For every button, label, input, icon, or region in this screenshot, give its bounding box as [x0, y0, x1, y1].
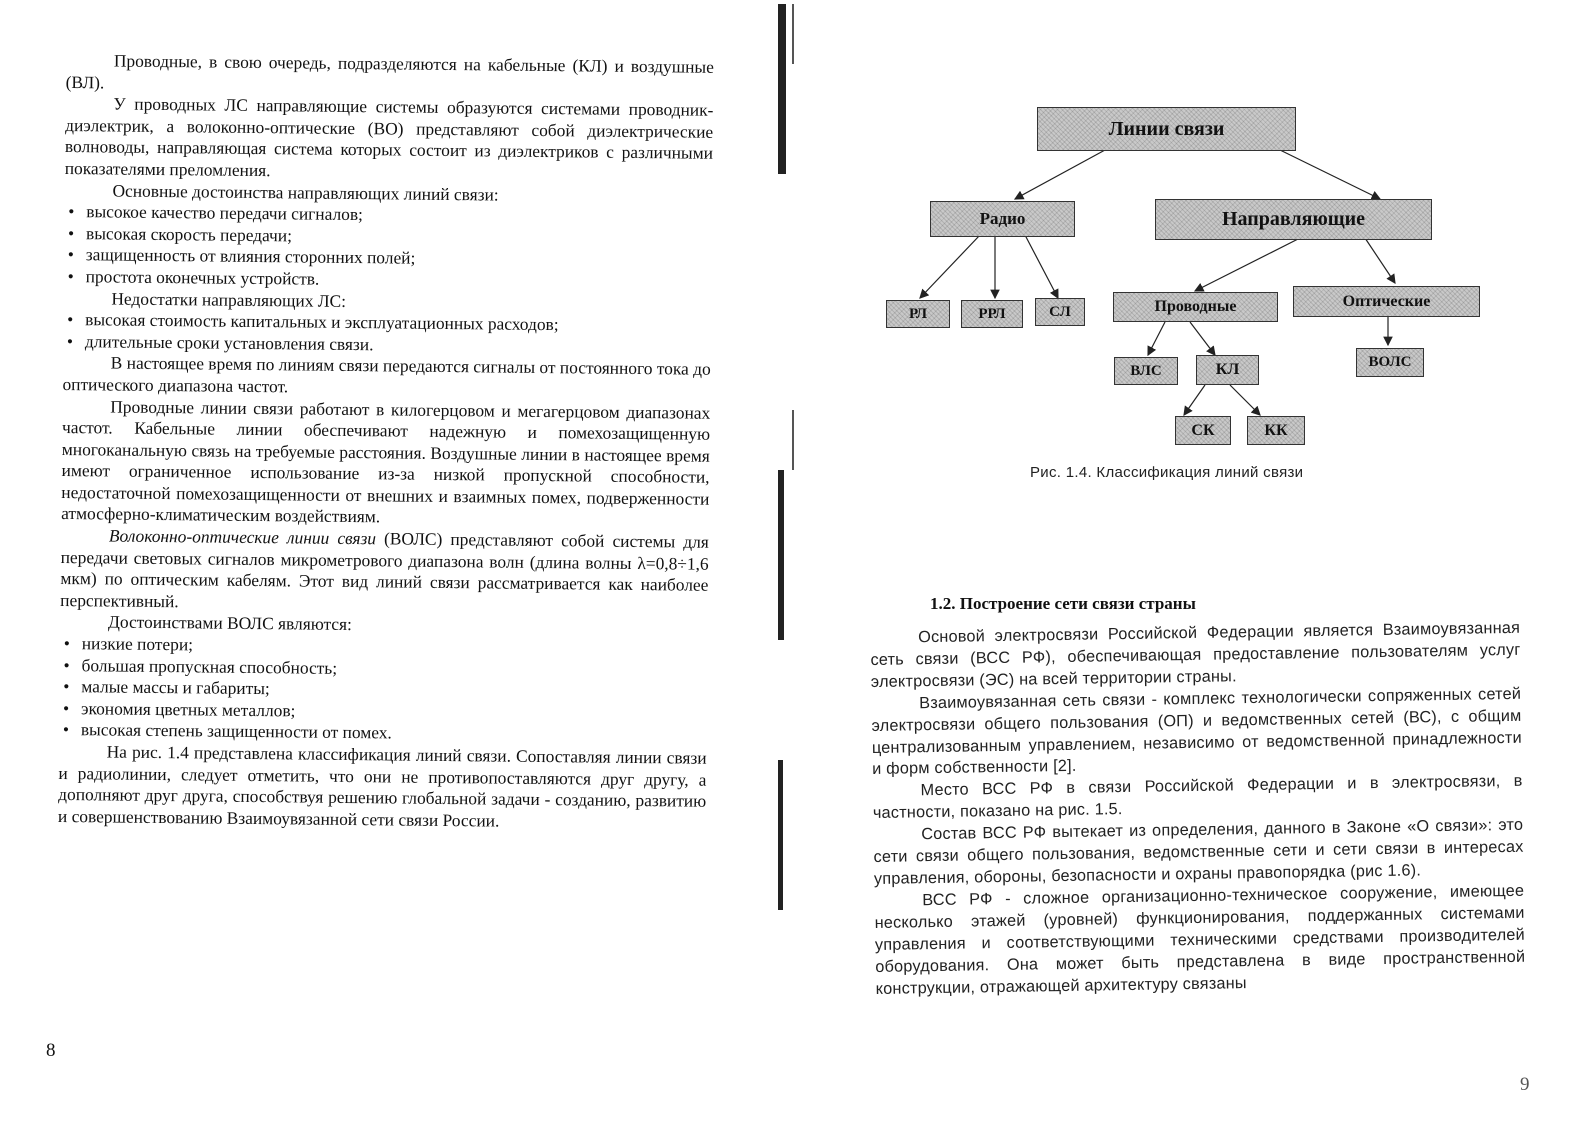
- left-page: [0, 0, 780, 1128]
- paragraph-vss-basis: Основой электросвязи Российской Федерации является Взаимоувязанная сеть связи (ВСС РФ), обеспечивающая предоставление пользователям услуг электросвязи (ЭС) на всей территории страны.: [870, 618, 1521, 691]
- classification-diagram: [880, 95, 1440, 455]
- connector-guided-optical: [1365, 238, 1395, 283]
- node-kl: КЛ: [1196, 355, 1259, 385]
- spine-shadow: [778, 470, 784, 640]
- paragraph-vss-place: Место ВСС РФ в связи Российской Федерации и в электросвязи, в частности, показано на рис. 1.5.: [872, 772, 1523, 823]
- list-item: • длительные сроки установления связи.: [63, 331, 711, 359]
- section-heading: 1.2. Построение сети связи страны: [930, 594, 1196, 613]
- list-item: • высокая степень защищенности от помех.: [59, 719, 707, 747]
- right-page-text: [870, 618, 1526, 1001]
- paragraph-disadvantages-intro: Недостатки направляющих ЛС:: [111, 288, 347, 311]
- node-sl: СЛ: [1035, 298, 1085, 326]
- paragraph-vss-structure: ВСС РФ - сложное организационно-техническое сооружение, имеющее несколько этажей (уровней) функционирования, поддержанных системами управления и соответствующими техническими средствами производителей оборудования. Она может быть представлена в виде пространственной конструкции, отражающей архитектуру связаны: [874, 881, 1526, 998]
- paragraph-vss-composition: Состав ВСС РФ вытекает из определения, данного в Законе «О связи»: это сети связи общего пользования, ведомственные сети и сети связи в интересах управления, обороны, безопасности и охраны правопорядка (рис 1.6).: [873, 815, 1524, 888]
- node-kk: КК: [1247, 416, 1305, 445]
- list-item: • большая пропускная способность;: [59, 655, 707, 683]
- spine-line: [792, 4, 794, 64]
- spine-shadow: [778, 4, 786, 174]
- connector-kl-sk: [1184, 385, 1205, 415]
- vols-term: Волоконно-оптические линии связи: [108, 525, 377, 549]
- page-number: 8: [46, 1040, 56, 1061]
- paragraph-guiding-systems: У проводных ЛС направляющие системы образуются системами проводник-диэлектрик, а волоконно-оптические (ВО) представляют собой диэлектрические волноводы, направляющая система которых состоит из диэлектриков с различными показателями преломления.: [64, 93, 714, 181]
- paragraph-vols-advantages-intro: Достоинствами ВОЛС являются:: [107, 611, 352, 635]
- list-item: • низкие потери;: [60, 633, 708, 661]
- figure-caption: Рис. 1.4. Классификация линий связи: [1030, 464, 1304, 481]
- list-item: • малые массы и габариты;: [59, 676, 707, 704]
- list-item: • высокое качество передачи сигналов;: [64, 201, 712, 229]
- vols-definition: (ВОЛС) представляют собой системы для передачи световых сигналов микрометрового диапазона волн (длина волны λ=0,8÷1,6 мкм) по оптическим кабелям. Этот вид линий связи рассматривается как наиболее перспективный.: [60, 528, 709, 612]
- connector-wired-kl: [1190, 322, 1215, 355]
- list-item: • высокая скорость передачи;: [64, 223, 712, 251]
- paragraph-wired-types: Проводные, в свою очередь, подразделяются на кабельные (КЛ) и воздушные (ВЛ).: [65, 50, 714, 92]
- connector-guided-wired: [1195, 238, 1300, 291]
- node-rrl: РРЛ: [961, 300, 1023, 328]
- connector-radio-rl: [920, 235, 980, 298]
- list-item: • экономия цветных металлов;: [59, 698, 707, 726]
- node-vls: ВЛС: [1114, 357, 1178, 385]
- connector-root-radio: [1015, 150, 1105, 199]
- list-item: • высокая стоимость капитальных и эксплуатационных расходов;: [63, 309, 711, 337]
- connector-root-guided: [1280, 150, 1380, 199]
- node-wired: Проводные: [1113, 292, 1278, 322]
- disadvantages-list: [63, 309, 711, 359]
- node-radio: Радио: [930, 201, 1075, 237]
- connector-radio-sl: [1025, 235, 1058, 298]
- list-item: • простота оконечных устройств.: [64, 266, 712, 294]
- node-rl: РЛ: [886, 300, 950, 328]
- node-root: Линии связи: [1037, 107, 1296, 151]
- spine-shadow: [778, 760, 783, 910]
- list-item: • защищенность от влияния сторонних полей;: [64, 244, 712, 272]
- paragraph-vss-definition: Взаимоувязанная сеть связи - комплекс технологически сопряженных сетей электросвязи общего пользования (ОП) и ведомственных сетей (ВС), с общим централизованным управлением, независимо от ведомственной принадлежности и форм собственности [2].: [871, 684, 1522, 779]
- vols-advantages-list: [59, 633, 708, 748]
- node-vols: ВОЛС: [1356, 348, 1424, 377]
- node-optical: Оптические: [1293, 286, 1480, 317]
- paragraph-vols: [60, 525, 709, 618]
- node-sk: СК: [1175, 416, 1231, 445]
- paragraph-advantages-intro: Основные достоинства направляющих линий связи:: [112, 180, 499, 205]
- node-guided: Направляющие: [1155, 199, 1432, 240]
- paragraph-classification: На рис. 1.4 представлена классификация линий связи. Сопоставляя линии связи и радиолинии, следует отметить, что они не противопоставляются друг другу, а дополняют друг друга, способствуя решению глобальной задачи - созданию, развитию и совершенствованию Взаимоувязанной сети связи России.: [57, 741, 707, 831]
- right-page: [800, 0, 1586, 1128]
- advantages-list: [64, 201, 713, 294]
- paragraph-wired-lines: Проводные линии связи работают в килогерцовом и мегагерцовом диапазонах частот. Кабельные линии обеспечивают надежную и помехозащищенную многоканальную связь на требуемые расстояния. Воздушные линии в настоящее время имеют ограниченное использование из-за низкой пропускной способности, недостаточной помехозащищенности от внешних и взаимных помех, подверженности атмосферно-климатическим воздействиям.: [61, 395, 711, 527]
- paragraph-signals: В настоящее время по линиям связи передаются сигналы от постоянного тока до оптического диапазона частот.: [62, 352, 711, 397]
- connector-wired-vls: [1148, 322, 1165, 355]
- page-number: 9: [1520, 1074, 1530, 1095]
- left-page-text: [58, 50, 714, 834]
- connector-kl-kk: [1230, 385, 1260, 415]
- spine-line: [792, 410, 794, 470]
